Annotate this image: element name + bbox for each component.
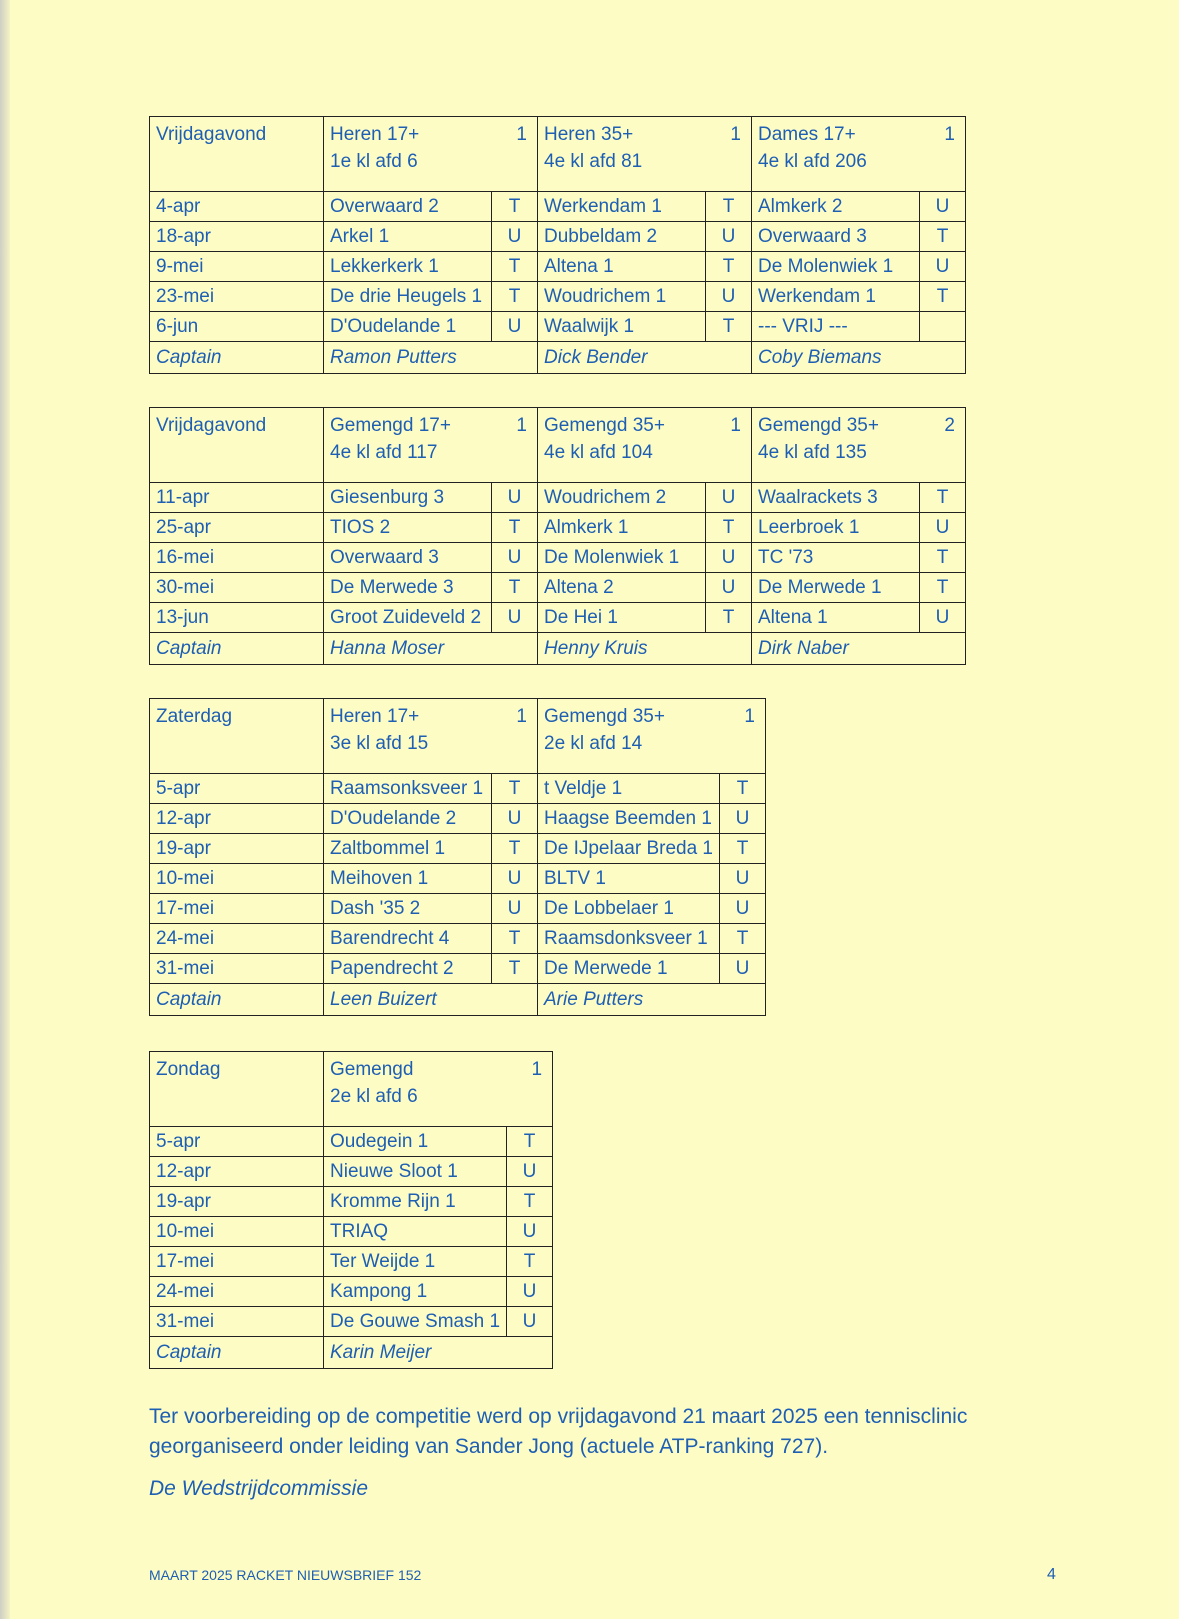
opponent: Zaltbommel 1 — [324, 834, 492, 864]
home-away: T — [507, 1187, 553, 1217]
opponent: TRIAQ — [324, 1217, 507, 1247]
table-row — [150, 1217, 553, 1247]
opponent: Dash '35 2 — [324, 894, 492, 924]
team-number: 1 — [730, 415, 741, 436]
home-away: T — [920, 483, 966, 513]
table-row — [150, 1157, 553, 1187]
day-label: Zondag — [150, 1052, 324, 1127]
opponent: De Merwede 1 — [538, 954, 720, 984]
opponent: De Gouwe Smash 1 — [324, 1307, 507, 1337]
page-number: 4 — [1047, 1566, 1056, 1583]
captain-label: Captain — [150, 633, 324, 665]
opponent: Altena 1 — [538, 252, 706, 282]
match-date: 9-mei — [150, 252, 324, 282]
opponent: TC '73 — [752, 543, 920, 573]
opponent: Kromme Rijn 1 — [324, 1187, 507, 1217]
opponent: Werkendam 1 — [752, 282, 920, 312]
match-date: 12-apr — [150, 1157, 324, 1187]
match-date: 24-mei — [150, 924, 324, 954]
match-date: 19-apr — [150, 1187, 324, 1217]
match-date: 5-apr — [150, 1127, 324, 1157]
team-class: 4e kl afd 117 — [330, 442, 438, 463]
captain-label: Captain — [150, 1337, 324, 1369]
team-class: 4e kl afd 81 — [544, 151, 643, 172]
captain-row — [150, 633, 966, 665]
opponent: Werkendam 1 — [538, 192, 706, 222]
home-away: U — [706, 282, 752, 312]
opponent: Meihoven 1 — [324, 864, 492, 894]
match-date: 11-apr — [150, 483, 324, 513]
opponent: Dubbeldam 2 — [538, 222, 706, 252]
opponent: TIOS 2 — [324, 513, 492, 543]
opponent: De drie Heugels 1 — [324, 282, 492, 312]
match-date: 25-apr — [150, 513, 324, 543]
home-away: T — [706, 513, 752, 543]
schedule-table-vrijdag-1 — [149, 116, 966, 374]
team-class: 4e kl afd 206 — [758, 151, 867, 172]
home-away: U — [492, 864, 538, 894]
table-row — [150, 804, 766, 834]
home-away: U — [706, 573, 752, 603]
opponent: Arkel 1 — [324, 222, 492, 252]
opponent: D'Oudelande 2 — [324, 804, 492, 834]
home-away: T — [920, 573, 966, 603]
match-date: 5-apr — [150, 774, 324, 804]
table-row — [150, 282, 966, 312]
match-date: 18-apr — [150, 222, 324, 252]
opponent: De Molenwiek 1 — [752, 252, 920, 282]
opponent: Giesenburg 3 — [324, 483, 492, 513]
table-header-row — [150, 408, 966, 483]
home-away: U — [720, 864, 766, 894]
footer-publication: MAART 2025 RACKET NIEUWSBRIEF 152 — [149, 1567, 422, 1583]
home-away: T — [492, 252, 538, 282]
opponent: De Lobbelaer 1 — [538, 894, 720, 924]
opponent: Waalwijk 1 — [538, 312, 706, 342]
home-away: T — [492, 282, 538, 312]
team-number: 1 — [730, 124, 741, 145]
team-header — [538, 699, 766, 774]
opponent: De IJpelaar Breda 1 — [538, 834, 720, 864]
opponent: Ter Weijde 1 — [324, 1247, 507, 1277]
table-header-row — [150, 117, 966, 192]
table-header-row — [150, 699, 766, 774]
table-row — [150, 573, 966, 603]
opponent: Overwaard 3 — [324, 543, 492, 573]
opponent: Altena 1 — [752, 603, 920, 633]
team-name: Heren 17+ — [330, 706, 420, 727]
captain-name: Arie Putters — [538, 984, 766, 1016]
home-away: T — [492, 774, 538, 804]
team-header — [324, 408, 538, 483]
captain-name: Leen Buizert — [324, 984, 538, 1016]
match-date: 10-mei — [150, 1217, 324, 1247]
table-row — [150, 894, 766, 924]
home-away: T — [492, 192, 538, 222]
day-label: Zaterdag — [150, 699, 324, 774]
captain-name: Hanna Moser — [324, 633, 538, 665]
table-header-row — [150, 1052, 553, 1127]
table-row — [150, 1307, 553, 1337]
home-away: T — [706, 192, 752, 222]
team-number: 1 — [744, 706, 755, 727]
team-class: 1e kl afd 6 — [330, 151, 418, 172]
team-header — [538, 408, 752, 483]
home-away: U — [492, 222, 538, 252]
home-away: T — [492, 513, 538, 543]
table-row — [150, 252, 966, 282]
opponent: Lekkerkerk 1 — [324, 252, 492, 282]
match-date: 16-mei — [150, 543, 324, 573]
table-row — [150, 1247, 553, 1277]
home-away: U — [492, 804, 538, 834]
table-row — [150, 483, 966, 513]
team-name: Gemengd — [330, 1059, 414, 1080]
intro-line-1: Ter voorbereiding op de competitie werd op vrijdagavond 21 maart 2025 een tennisclinic — [149, 1405, 968, 1428]
home-away: T — [507, 1247, 553, 1277]
team-number: 2 — [944, 415, 955, 436]
team-number: 1 — [516, 124, 527, 145]
home-away: U — [507, 1157, 553, 1187]
match-date: 23-mei — [150, 282, 324, 312]
home-away: U — [720, 954, 766, 984]
captain-name: Coby Biemans — [752, 342, 966, 374]
opponent: Nieuwe Sloot 1 — [324, 1157, 507, 1187]
home-away: U — [492, 894, 538, 924]
team-name: Heren 17+ — [330, 124, 420, 145]
home-away: U — [507, 1277, 553, 1307]
match-date: 17-mei — [150, 894, 324, 924]
captain-name: Henny Kruis — [538, 633, 752, 665]
match-date: 12-apr — [150, 804, 324, 834]
opponent: Kampong 1 — [324, 1277, 507, 1307]
opponent: Woudrichem 1 — [538, 282, 706, 312]
opponent: Groot Zuideveld 2 — [324, 603, 492, 633]
captain-row — [150, 1337, 553, 1369]
opponent: De Merwede 3 — [324, 573, 492, 603]
opponent: Almkerk 1 — [538, 513, 706, 543]
team-header — [752, 408, 966, 483]
opponent: Waalrackets 3 — [752, 483, 920, 513]
home-away: T — [492, 954, 538, 984]
team-name: Gemengd 35+ — [544, 415, 665, 436]
captain-label: Captain — [150, 342, 324, 374]
team-number: 1 — [516, 415, 527, 436]
captain-name: Dirk Naber — [752, 633, 966, 665]
home-away: U — [920, 603, 966, 633]
schedule-table-zondag — [149, 1051, 553, 1369]
home-away: U — [720, 804, 766, 834]
match-date: 31-mei — [150, 954, 324, 984]
opponent: Almkerk 2 — [752, 192, 920, 222]
team-name: Gemengd 17+ — [330, 415, 451, 436]
opponent: BLTV 1 — [538, 864, 720, 894]
home-away: U — [492, 603, 538, 633]
home-away: T — [706, 252, 752, 282]
table-row — [150, 1187, 553, 1217]
opponent: Raamsonksveer 1 — [324, 774, 492, 804]
match-date: 19-apr — [150, 834, 324, 864]
team-number: 1 — [944, 124, 955, 145]
team-class: 4e kl afd 135 — [758, 442, 867, 463]
team-name: Heren 35+ — [544, 124, 634, 145]
home-away: U — [492, 483, 538, 513]
opponent: Woudrichem 2 — [538, 483, 706, 513]
team-header — [324, 117, 538, 192]
opponent: De Molenwiek 1 — [538, 543, 706, 573]
day-label: Vrijdagavond — [150, 408, 324, 483]
opponent: t Veldje 1 — [538, 774, 720, 804]
home-away: U — [492, 312, 538, 342]
opponent: Raamsdonksveer 1 — [538, 924, 720, 954]
opponent: Altena 2 — [538, 573, 706, 603]
home-away: T — [920, 222, 966, 252]
home-away: T — [720, 774, 766, 804]
home-away: T — [720, 924, 766, 954]
captain-name: Dick Bender — [538, 342, 752, 374]
table-row — [150, 222, 966, 252]
opponent: Overwaard 2 — [324, 192, 492, 222]
table-row — [150, 954, 766, 984]
table-row — [150, 924, 766, 954]
table-row — [150, 1127, 553, 1157]
home-away: T — [920, 543, 966, 573]
table-row — [150, 543, 966, 573]
intro-paragraph — [149, 1402, 1049, 1462]
table-row — [150, 603, 966, 633]
match-date: 30-mei — [150, 573, 324, 603]
table-row — [150, 1277, 553, 1307]
home-away: T — [492, 924, 538, 954]
team-class: 2e kl afd 6 — [330, 1086, 418, 1107]
opponent: Overwaard 3 — [752, 222, 920, 252]
match-date: 24-mei — [150, 1277, 324, 1307]
team-class: 4e kl afd 104 — [544, 442, 653, 463]
captain-name: Karin Meijer — [324, 1337, 553, 1369]
team-header — [324, 1052, 553, 1127]
home-away: U — [920, 192, 966, 222]
table-row — [150, 192, 966, 222]
opponent: De Hei 1 — [538, 603, 706, 633]
opponent: D'Oudelande 1 — [324, 312, 492, 342]
home-away: T — [492, 573, 538, 603]
home-away: U — [706, 543, 752, 573]
page-edge-shadow — [0, 0, 10, 1619]
match-date: 13-jun — [150, 603, 324, 633]
team-name: Gemengd 35+ — [544, 706, 665, 727]
table-row — [150, 513, 966, 543]
opponent: Papendrecht 2 — [324, 954, 492, 984]
opponent: Oudegein 1 — [324, 1127, 507, 1157]
home-away: U — [507, 1307, 553, 1337]
opponent: Barendrecht 4 — [324, 924, 492, 954]
opponent: --- VRIJ --- — [752, 312, 920, 342]
schedule-table-vrijdag-2 — [149, 407, 966, 665]
match-date: 31-mei — [150, 1307, 324, 1337]
home-away — [920, 312, 966, 342]
home-away: U — [720, 894, 766, 924]
team-class: 2e kl afd 14 — [544, 733, 643, 754]
home-away: T — [706, 312, 752, 342]
team-number: 1 — [531, 1059, 543, 1080]
match-date: 10-mei — [150, 864, 324, 894]
captain-label: Captain — [150, 984, 324, 1016]
home-away: U — [507, 1217, 553, 1247]
day-label: Vrijdagavond — [150, 117, 324, 192]
home-away: T — [706, 603, 752, 633]
team-header — [538, 117, 752, 192]
opponent: Leerbroek 1 — [752, 513, 920, 543]
home-away: T — [492, 834, 538, 864]
table-row — [150, 864, 766, 894]
home-away: U — [706, 222, 752, 252]
captain-name: Ramon Putters — [324, 342, 538, 374]
table-row — [150, 834, 766, 864]
home-away: T — [507, 1127, 553, 1157]
match-date: 17-mei — [150, 1247, 324, 1277]
home-away: U — [920, 513, 966, 543]
team-number: 1 — [516, 706, 527, 727]
intro-line-2: georganiseerd onder leiding van Sander Jong (actuele ATP-ranking 727). — [149, 1435, 829, 1458]
home-away: U — [492, 543, 538, 573]
team-header — [752, 117, 966, 192]
team-class: 3e kl afd 15 — [330, 733, 429, 754]
home-away: T — [720, 834, 766, 864]
signature: De Wedstrijdcommissie — [149, 1477, 368, 1500]
opponent: Haagse Beemden 1 — [538, 804, 720, 834]
table-row — [150, 312, 966, 342]
team-header — [324, 699, 538, 774]
captain-row — [150, 342, 966, 374]
match-date: 6-jun — [150, 312, 324, 342]
match-date: 4-apr — [150, 192, 324, 222]
schedule-table-zaterdag — [149, 698, 766, 1016]
captain-row — [150, 984, 766, 1016]
team-name: Gemengd 35+ — [758, 415, 879, 436]
table-row — [150, 774, 766, 804]
home-away: U — [920, 252, 966, 282]
home-away: U — [706, 483, 752, 513]
opponent: De Merwede 1 — [752, 573, 920, 603]
home-away: T — [920, 282, 966, 312]
team-name: Dames 17+ — [758, 124, 856, 145]
